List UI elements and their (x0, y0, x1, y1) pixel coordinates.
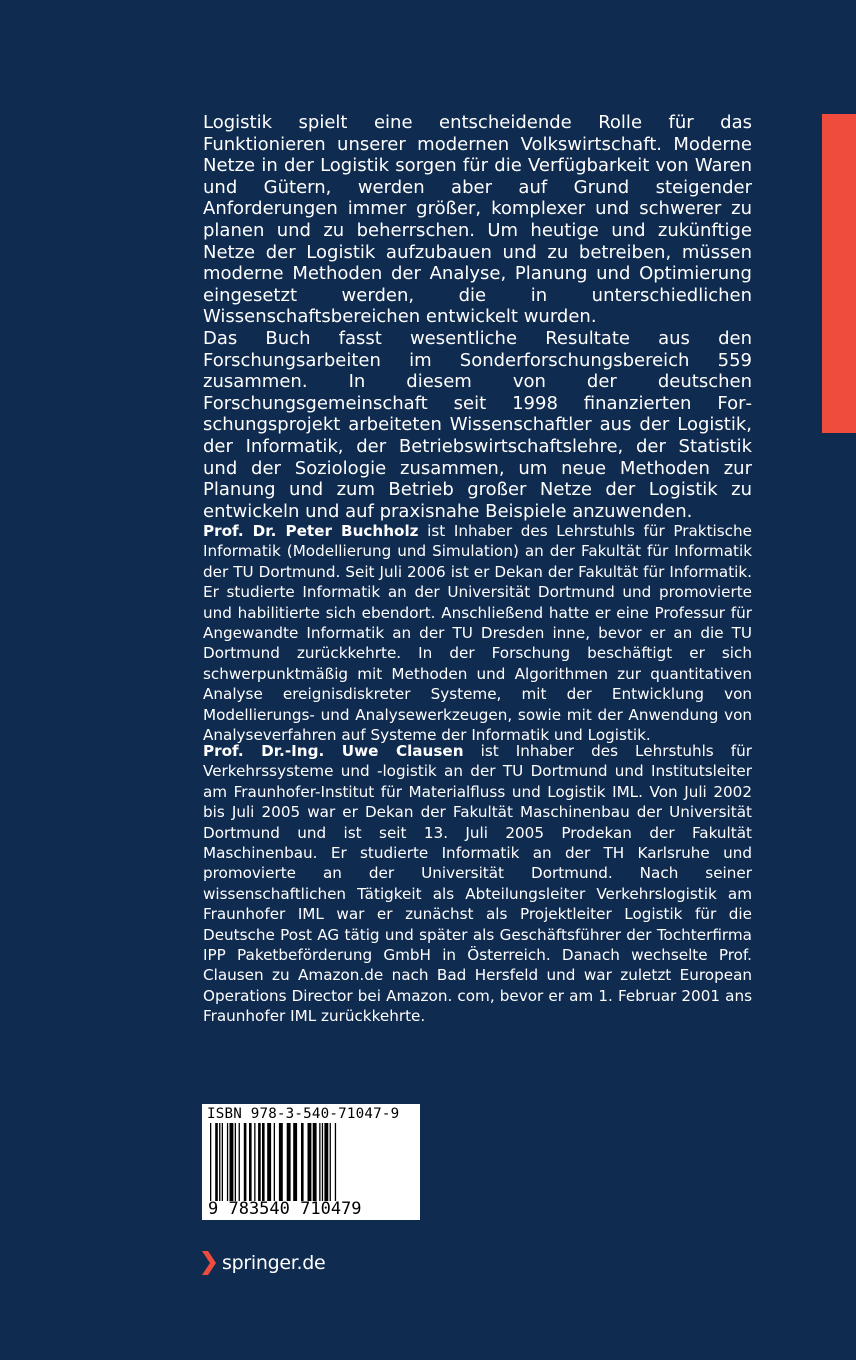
barcode-bar (322, 1123, 323, 1201)
chevron-right-icon (202, 1251, 216, 1275)
isbn-label: ISBN 978-3-540-71047-9 (207, 1106, 400, 1122)
publisher-url: springer.de (222, 1252, 326, 1274)
description-paragraph-1: Logistik spielt eine entscheidende Rolle für das Funktionieren unserer modernen Volkswirtschaft. Moderne Netze in der Logistik sorgen für die Verfügbarkeit von Waren und Gütern, werden aber auf Grund steigender Anforderungen immer größer, komplexer und schwerer zu planen und zu beherrschen. Um heutige und zukünftige Netze der Logistik aufzubauen und zu betreiben, müssen moderne Methoden der Analyse, Planung und Optimierung eingesetzt werden, die in unterschiedlichen Wissenschaftsbereichen entwickelt wurden. (203, 112, 752, 328)
barcode-bar (279, 1123, 283, 1201)
accent-bar (822, 114, 856, 433)
barcode-bar (262, 1123, 265, 1201)
barcode-bar (274, 1123, 275, 1201)
publisher-logo (202, 1248, 325, 1278)
author-name: Prof. Dr.-Ing. Uwe Clausen (203, 742, 464, 760)
barcode-bar (267, 1123, 271, 1201)
barcode-bar (330, 1123, 331, 1201)
barcode-bar (235, 1123, 236, 1201)
barcode-bar (227, 1123, 228, 1201)
barcode-bar (239, 1123, 240, 1201)
author-bio-buchholz (203, 521, 752, 745)
barcode-bar (222, 1123, 223, 1201)
barcode-bar (244, 1123, 247, 1201)
barcode-bar (215, 1123, 218, 1201)
author-bio-clausen (203, 741, 752, 1027)
barcode-bar (254, 1123, 255, 1201)
barcode-bar (335, 1123, 336, 1201)
author-bio-text: ist Inhaber des Lehrstuhls für Praktische Informatik (Modellierung und Simulation) an der Fakultät für Informatik der TU Dortmund. Seit Juli 2006 ist er Dekan der Fakultät für Informatik. Er studierte Informatik an der Universität Dortmund und promovierte und habilitierte sich ebendort. Anschließend hatte er eine Professur für Angewandte Informatik an der TU Dresden inne, bevor er an die TU Dortmund zurückkehrte. In der Forschung beschäftigt er sich schwerpunktmäßig mit Methoden und Algorithmen zur quantitativen Analyse ereignisdiskreter Systeme, mit der Entwicklung von Modellierungs- und Analysewerkzeugen, sowie mit der Anwendung von Analyseverfahren auf Systeme der Informatik und Logistik. (203, 522, 752, 745)
barcode-bar (287, 1123, 291, 1201)
barcode-bar (219, 1123, 220, 1201)
barcode-bar (319, 1123, 320, 1201)
barcode-bar (313, 1123, 317, 1201)
barcode-bar (308, 1123, 312, 1201)
author-bio-text: ist Inhaber des Lehrstuhls für Verkehrssysteme und -logistik an der TU Dortmund und Institutsleiter am Fraunhofer-Institut für Materialfluss und Logistik IML. Von Juli 2002 bis Juli 2005 war er Dekan der Fakultät Maschinenbau der Universität Dortmund und ist seit 13. Juli 2005 Prodekan der Fakultät Maschinenbau. Er studierte Informatik an der TH Karlsruhe und promovierte an der Universität Dortmund. Nach seiner wissenschaftlichen Tätigkeit als Abteilungsleiter Verkehrslogistik am Fraunhofer IML war er zunächst als Projektleiter Logistik für die Deutsche Post AG tätig und später als Geschäftsführer der Tochterfirma IPP Paketbeförderung GmbH in Österreich. Danach wechselte Prof. Clausen zu Amazon.de nach Bad Hersfeld und war zuletzt European Operations Director bei Amazon. com, bevor er am 1. Februar 2001 ans Fraunhofer IML zurückkehrte. (203, 742, 752, 1026)
barcode-bar (249, 1123, 252, 1201)
barcode-bar (301, 1123, 304, 1201)
barcode (208, 1123, 416, 1201)
barcode-bar (210, 1123, 211, 1201)
barcode-bar (258, 1123, 261, 1201)
author-name: Prof. Dr. Peter Buchholz (203, 522, 419, 540)
barcode-bar (293, 1123, 297, 1201)
book-description (203, 112, 752, 522)
ean-digits: 9 783540 710479 (208, 1199, 362, 1219)
barcode-bar (230, 1123, 234, 1201)
isbn-barcode-block (202, 1104, 420, 1220)
barcode-bar (324, 1123, 328, 1201)
description-paragraph-2: Das Buch fasst wesentliche Resultate aus den Forschungsarbeiten im Sonderforschungsbereich 559 zusammen. In diesem von der deutschen Forschungsgemeinschaft seit 1998 finanzierten Forschungsprojekt arbeiteten Wissenschaftler aus der Logistik, der Informatik, der Betriebswirtschaftslehre, der Statistik und der Soziologie zusammen, um neue Methoden zur Planung und zum Betrieb großer Netze der Logistik zu entwickeln und auf praxisnahe Beispiele anzuwenden. (203, 327, 752, 522)
